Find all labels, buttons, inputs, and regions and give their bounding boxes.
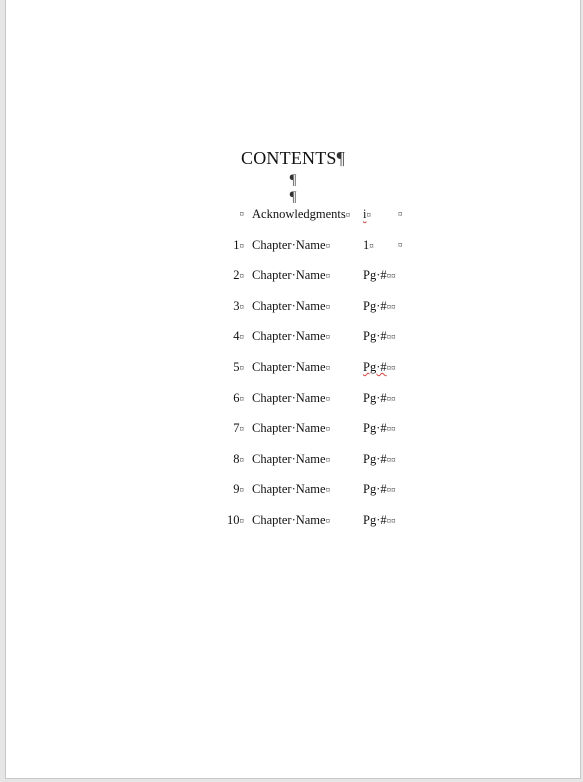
toc-number-cell: ¤ (239, 209, 244, 219)
toc-row[interactable] (6, 265, 580, 285)
toc-entry-name: Chapter·Name¤ (252, 268, 331, 282)
toc-row[interactable] (6, 388, 580, 408)
toc-entry-name: Chapter·Name¤ (252, 421, 331, 435)
toc-row[interactable] (6, 418, 580, 438)
toc-row[interactable] (6, 204, 580, 224)
toc-row[interactable] (6, 235, 580, 255)
toc-entry-name: Chapter·Name¤ (252, 482, 331, 496)
toc-page-number: Pg·#¤¤ (363, 513, 396, 527)
toc-row[interactable] (6, 326, 580, 346)
toc-entry-name: Chapter·Name¤ (252, 238, 331, 252)
toc-number-cell: 4¤ (233, 329, 244, 343)
toc-page-number: Pg·#¤¤ (363, 421, 396, 435)
toc-number-cell: 10¤ (227, 513, 244, 527)
toc-page-number: Pg·#¤¤ (363, 299, 396, 313)
document-title[interactable] (6, 148, 580, 169)
toc-row[interactable] (6, 357, 580, 377)
toc-entry-name: Chapter·Name¤ (252, 513, 331, 527)
toc-number-cell: 6¤ (233, 391, 244, 405)
empty-paragraph[interactable]: ¶ (289, 189, 297, 205)
toc-row[interactable] (6, 479, 580, 499)
toc-page-number: Pg·#¤¤ (363, 482, 396, 496)
row-end-mark: ¤ (398, 240, 403, 250)
toc-entry-name: Chapter·Name¤ (252, 391, 331, 405)
toc-page-number: 1¤ (363, 238, 374, 252)
row-end-mark: ¤ (398, 209, 403, 219)
toc-row[interactable] (6, 449, 580, 469)
toc-page-number: Pg·#¤¤ (363, 360, 396, 374)
toc-number-cell: 5¤ (233, 360, 244, 374)
toc-entry-name: Acknowledgments¤ (252, 207, 351, 221)
toc-number-cell: 8¤ (233, 452, 244, 466)
toc-number-cell: 7¤ (233, 421, 244, 435)
empty-paragraph[interactable]: ¶ (289, 172, 297, 188)
toc-entry-name: Chapter·Name¤ (252, 452, 331, 466)
toc-row[interactable] (6, 510, 580, 530)
toc-page-number: i¤ (363, 207, 371, 221)
toc-entry-name: Chapter·Name¤ (252, 360, 331, 374)
toc-number-cell: 3¤ (233, 299, 244, 313)
toc-page-number: Pg·#¤¤ (363, 329, 396, 343)
toc-page-number: Pg·#¤¤ (363, 391, 396, 405)
toc-number-cell: 9¤ (233, 482, 244, 496)
toc-row[interactable] (6, 296, 580, 316)
toc-page-number: Pg·#¤¤ (363, 268, 396, 282)
toc-entry-name: Chapter·Name¤ (252, 299, 331, 313)
toc-entry-name: Chapter·Name¤ (252, 329, 331, 343)
toc-page-number: Pg·#¤¤ (363, 452, 396, 466)
document-page[interactable] (5, 0, 581, 779)
toc-number-cell: 2¤ (233, 268, 244, 282)
pilcrow-mark: ¶ (336, 148, 345, 168)
toc-number-cell: 1¤ (233, 238, 244, 252)
title-text: CONTENTS (241, 148, 337, 168)
